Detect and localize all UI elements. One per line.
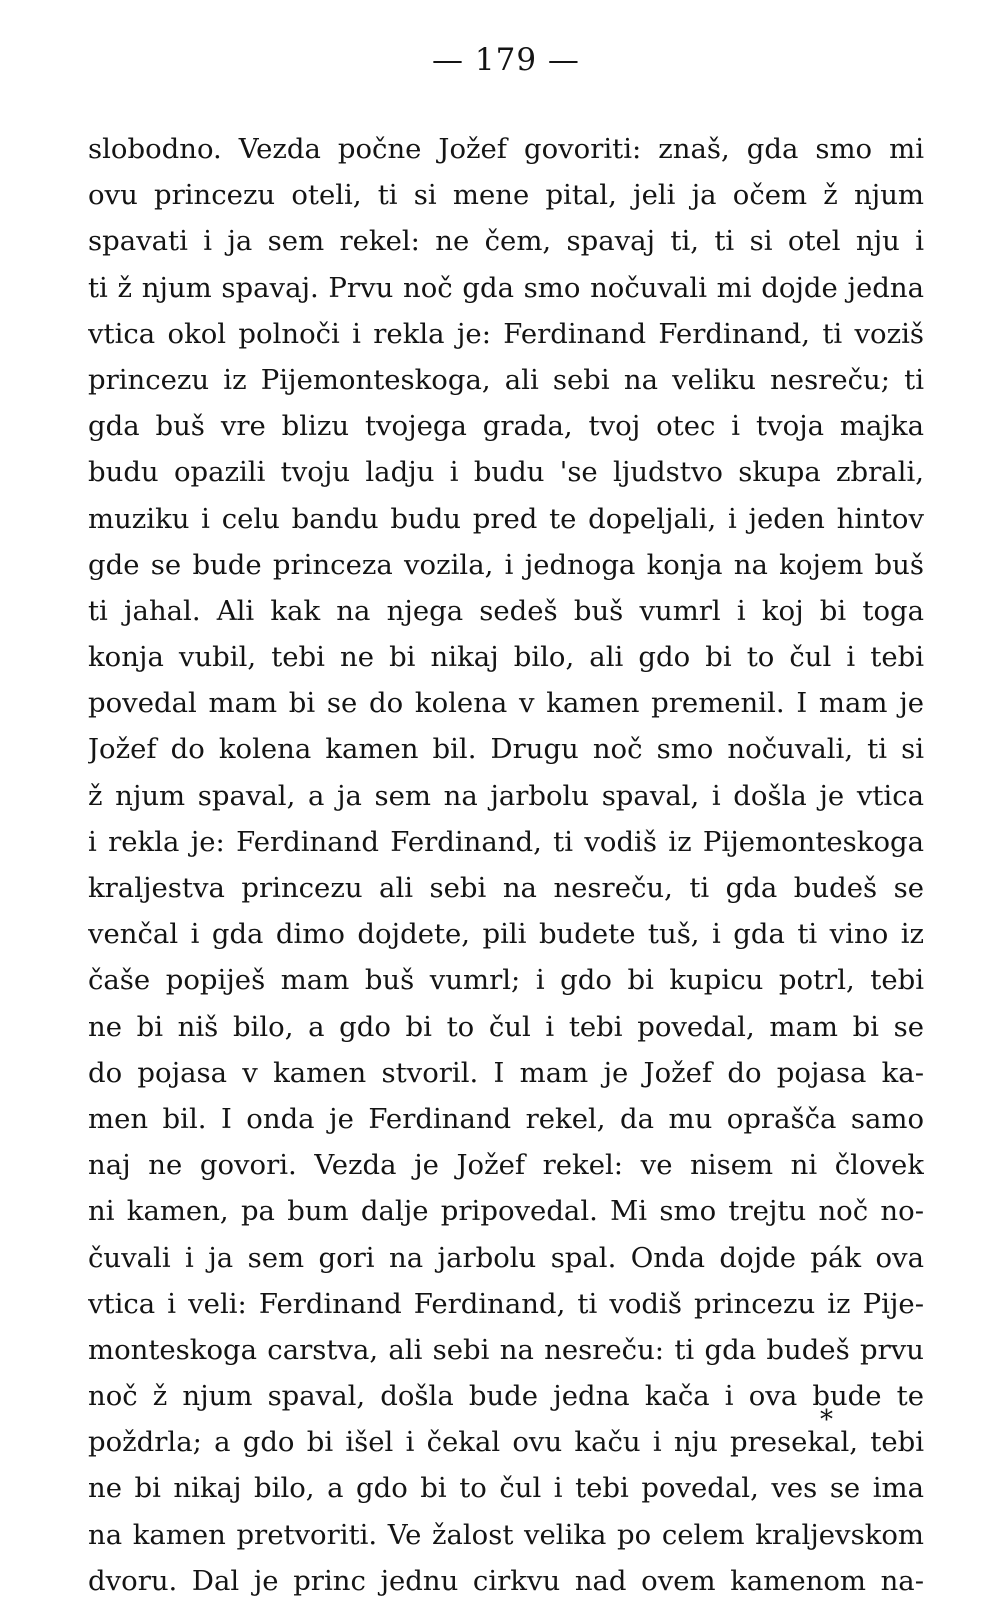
- text-line: ti ž njum spavaj. Prvu noč gda smo nočuvali mi dojde jedna: [88, 271, 924, 304]
- text-line: čuvali i ja sem gori na jarbolu spal. Onda dojde pák ova: [88, 1241, 924, 1274]
- text-line: dvoru. Dal je princ jednu cirkvu nad ovem kamenom na-: [88, 1564, 924, 1597]
- text-line: Jožef do kolena kamen bil. Drugu noč smo nočuvali, ti si: [88, 733, 924, 766]
- text-line: kraljestva princezu ali sebi na nesreču, ti gda budeš se: [88, 872, 924, 904]
- body-text: [88, 126, 924, 1604]
- text-line: konja vubil, tebi ne bi nikaj bilo, ali gdo bi to čul i tebi: [88, 641, 924, 674]
- text-line: venčal i gda dimo dojdete, pili budete tuš, i gda ti vino iz: [88, 918, 924, 951]
- text-line: vtica okol polnoči i rekla je: Ferdinand Ferdinand, ti voziš: [88, 317, 924, 350]
- text-line: spavati i ja sem rekel: ne čem, spavaj ti, ti si otel nju i: [88, 225, 924, 258]
- text-line: ti jahal. Ali kak na njega sedeš buš vumrl i koj bi toga: [88, 594, 924, 627]
- text-line: i rekla je: Ferdinand Ferdinand, ti vodiš iz Pijemonteskoga: [88, 825, 924, 858]
- text-line: poždrla; a gdo bi išel i čekal ovu kaču i nju presekal, tebi: [88, 1426, 924, 1459]
- text-line: ne bi nikaj bilo, a gdo bi to čul i tebi povedal, ves se ima: [88, 1472, 924, 1505]
- text-line: čaše popiješ mam buš vumrl; i gdo bi kupicu potrl, tebi: [88, 964, 924, 997]
- text-line: gda buš vre blizu tvojega grada, tvoj otec i tvoja majka: [88, 410, 924, 443]
- text-line: na kamen pretvoriti. Ve žalost velika po celem kraljevskom: [88, 1518, 924, 1551]
- text-line: ni kamen, pa bum dalje pripovedal. Mi smo trejtu noč no-: [88, 1195, 924, 1228]
- text-line: slobodno. Vezda počne Jožef govoriti: znaš, gda smo mi: [88, 133, 924, 165]
- text-line: men bil. I onda je Ferdinand rekel, da mu oprašča samo: [88, 1102, 924, 1135]
- text-line: noč ž njum spaval, došla bude jedna kača i ova bude te: [88, 1380, 924, 1413]
- text-line: muziku i celu bandu budu pred te dopeljali, i jeden hintov: [88, 502, 924, 535]
- text-line: monteskoga carstva, ali sebi na nesreču: ti gda budeš prvu: [88, 1333, 924, 1366]
- text-line: naj ne govori. Vezda je Jožef rekel: ve nisem ni človek: [88, 1149, 924, 1182]
- text-line: ne bi niš bilo, a gdo bi to čul i tebi povedal, mam bi se: [88, 1010, 924, 1043]
- text-line: do pojasa v kamen stvoril. I mam je Jožef do pojasa ka-: [88, 1056, 924, 1089]
- text-line: budu opazili tvoju ladju i budu 'se ljudstvo skupa zbrali,: [88, 456, 924, 489]
- text-line: gde se bude princeza vozila, i jednoga konja na kojem buš: [88, 548, 924, 581]
- text-line: vtica i veli: Ferdinand Ferdinand, ti vodiš princezu iz Pije-: [88, 1287, 924, 1320]
- text-line: ž njum spaval, a ja sem na jarbolu spaval, i došla je vtica: [88, 779, 924, 812]
- page-number: — 179 —: [432, 42, 580, 78]
- text-line: povedal mam bi se do kolena v kamen premenil. I mam je: [88, 687, 924, 720]
- text-line: ovu princezu oteli, ti si mene pital, jeli ja očem ž njum: [88, 179, 924, 212]
- footer-asterisk: *: [820, 1405, 833, 1435]
- text-line: princezu iz Pijemonteskoga, ali sebi na veliku nesreču; ti: [88, 363, 924, 396]
